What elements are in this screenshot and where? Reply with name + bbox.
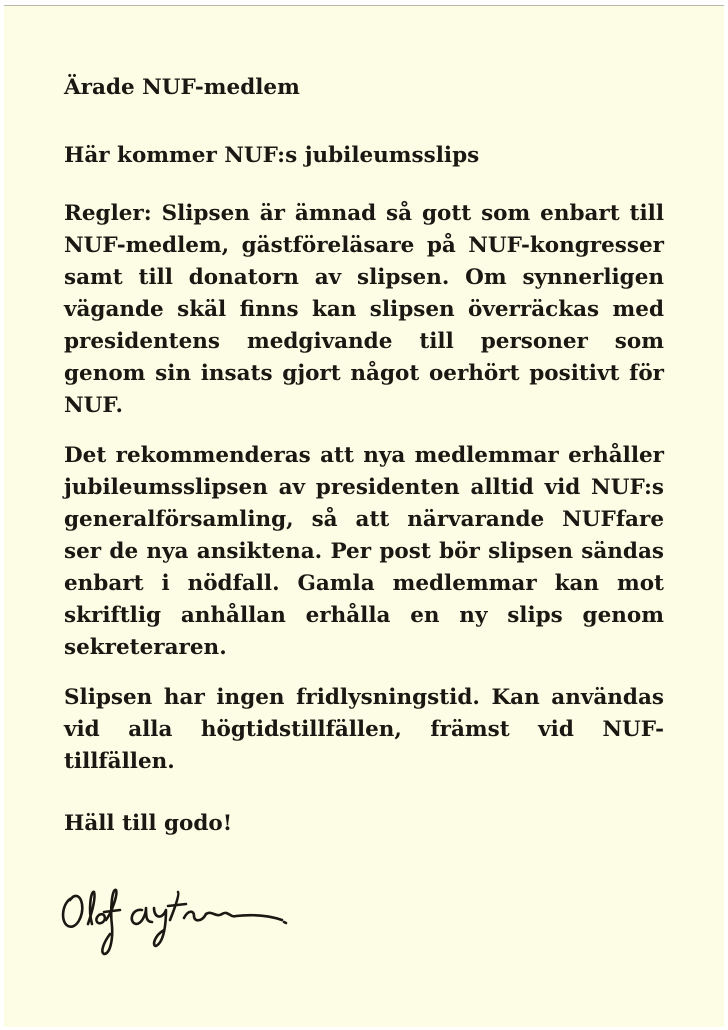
occasions-paragraph: Slipsen har ingen fridlysningstid. Kan användas vid alla högtidstillfällen, främst vid NUF-tillfällen.: [64, 685, 664, 774]
letter-body: [64, 72, 664, 840]
recommendation-paragraph: Det rekommenderas att nya medlemmar erhåller jubileumsslipsen av presidenten alltid vid NUF:s generalförsamling, så att närvarande NUFfare ser de nya ansiktena. Per post bör slipsen sändas enbart i nödfall. Gamla medlemmar kan mot skriftlig anhållan erhålla en ny slips genom sekreteraren.: [64, 443, 664, 660]
signature-icon: [58, 880, 298, 960]
closing-line: Häll till godo!: [64, 811, 233, 836]
rules-paragraph: Regler: Slipsen är ämnad så gott som enbart till NUF-medlem, gästföreläsare på NUF-kongresser samt till donatorn av slipsen. Om synnerligen vägande skäl finns kan slipsen överräckas med presidentens medgivande till personer som genom sin insats gjort något oerhört positivt för NUF.: [64, 201, 664, 418]
handwritten-signature: [58, 880, 298, 960]
salutation: Ärade NUF-medlem: [64, 75, 300, 100]
subject-line: Här kommer NUF:s jubileumsslips: [64, 143, 480, 168]
